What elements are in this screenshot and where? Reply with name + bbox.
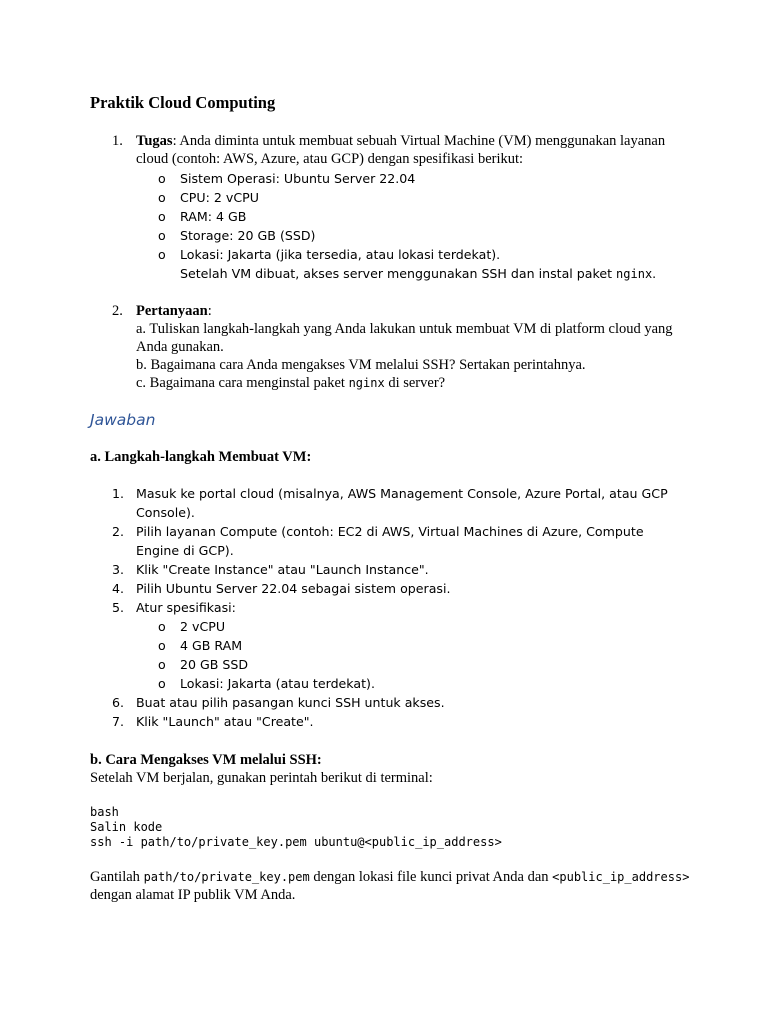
question-list <box>90 302 690 392</box>
step-item: 1. Masuk ke portal cloud (misalnya, AWS Management Console, Azure Portal, atau GCP Console). <box>112 486 668 520</box>
spec-text: CPU: 2 vCPU <box>180 190 259 205</box>
question-item <box>90 302 690 392</box>
task-list <box>90 132 690 284</box>
step-item: 3. Klik "Create Instance" atau "Launch Instance". <box>112 562 429 577</box>
bullet-icon: o <box>158 190 166 205</box>
spec-text: RAM: 4 GB <box>180 209 247 224</box>
answer-heading: Jawaban <box>90 411 156 429</box>
question-c: c. Bagaimana cara menginstal paket nginx di server? <box>136 375 446 391</box>
bullet-icon: o <box>158 657 166 672</box>
code-language: bash <box>90 805 119 819</box>
spec-text: Storage: 20 GB (SSD) <box>180 228 316 243</box>
task-spec-list <box>136 169 690 284</box>
task-text: : Anda diminta untuk membuat sebuah Virtual Machine (VM) menggunakan layanan cloud (contoh: AWS, Azure, atau GCP) dengan spesifikasi berikut: <box>136 133 666 167</box>
step-item: 5. Atur spesifikasi: o 2 vCPU o 4 GB RAM o 20 GB SSD o Lokasi: Jakarta (atau terdekat). <box>90 598 690 693</box>
question-number: 2. <box>112 303 123 319</box>
code-block <box>90 805 690 850</box>
spec-text: Sistem Operasi: Ubuntu Server 22.04 <box>180 171 416 186</box>
document-title: Praktik Cloud Computing <box>90 93 276 112</box>
step-spec-list <box>136 617 690 693</box>
task-spec-item <box>136 226 690 245</box>
bullet-icon: o <box>158 247 166 262</box>
section-a-heading: a. Langkah-langkah Membuat VM: <box>90 449 312 465</box>
step-spec-item: o 4 GB RAM <box>158 638 243 653</box>
task-item <box>90 132 690 284</box>
task-label: Tugas <box>136 133 173 149</box>
section-b-intro: Setelah VM berjalan, gunakan perintah berikut di terminal: <box>90 770 433 786</box>
step-item: 2. Pilih layanan Compute (contoh: EC2 di AWS, Virtual Machines di Azure, Compute Engine di GCP). <box>112 524 644 558</box>
spec-text: Lokasi: Jakarta (jika tersedia, atau lokasi terdekat). <box>180 247 501 262</box>
bullet-icon: o <box>158 676 166 691</box>
bullet-icon: o <box>158 209 166 224</box>
bullet-icon: o <box>158 228 166 243</box>
step-spec-item: o 20 GB SSD <box>158 657 249 672</box>
bullet-icon: o <box>158 619 166 634</box>
question-colon: : <box>207 303 212 319</box>
step-spec-item: o 2 vCPU <box>158 619 226 634</box>
step-item: 4. Pilih Ubuntu Server 22.04 sebagai sistem operasi. <box>112 581 451 596</box>
section-b-heading: b. Cara Mengakses VM melalui SSH: <box>90 752 322 768</box>
bullet-icon: o <box>158 171 166 186</box>
question-a: a. Tuliskan langkah-langkah yang Anda lakukan untuk membuat VM di platform cloud yang Anda gunakan. <box>136 321 673 355</box>
task-spec-item <box>136 188 690 207</box>
ssh-note: Gantilah path/to/private_key.pem dengan lokasi file kunci privat Anda dan <public_ip_address> dengan alamat IP publik VM Anda. <box>90 869 690 903</box>
task-followup: Setelah VM dibuat, akses server menggunakan SSH dan instal paket nginx. <box>180 266 657 281</box>
question-b: b. Bagaimana cara Anda mengakses VM melalui SSH? Sertakan perintahnya. <box>136 357 586 373</box>
ssh-command: ssh -i path/to/private_key.pem ubuntu@<public_ip_address> <box>90 835 502 849</box>
copy-code-button[interactable]: Salin kode <box>90 820 163 834</box>
bullet-icon: o <box>158 638 166 653</box>
step-item: 7. Klik "Launch" atau "Create". <box>112 714 314 729</box>
task-spec-item <box>136 207 690 226</box>
step-spec-item: o Lokasi: Jakarta (atau terdekat). <box>158 676 375 691</box>
task-number: 1. <box>112 133 123 149</box>
question-label: Pertanyaan <box>136 303 208 319</box>
task-spec-item <box>136 245 690 284</box>
steps-list <box>90 484 690 731</box>
step-item: 6. Buat atau pilih pasangan kunci SSH untuk akses. <box>112 695 445 710</box>
document-page <box>90 92 690 904</box>
task-spec-item <box>136 169 690 188</box>
